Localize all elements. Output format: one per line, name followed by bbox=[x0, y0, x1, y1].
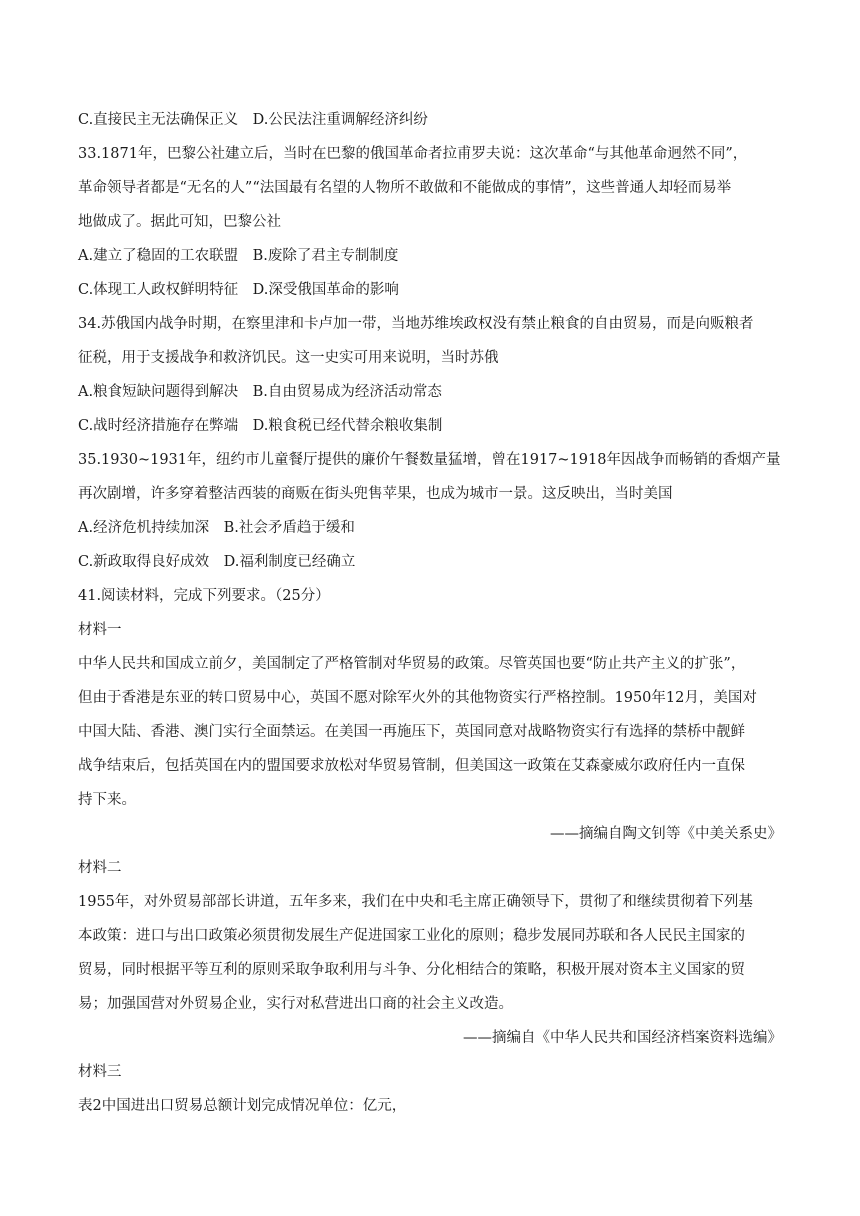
material-2-paragraph-3: 贸易，同时根据平等互利的原则采取争取利用与斗争、分化相结合的策略，积极开展对资本主义国家的贸 bbox=[78, 962, 745, 978]
material-2-heading: 材料二 bbox=[78, 860, 122, 876]
material-1-paragraph-4: 战争结束后，包括英国在内的盟国要求放松对华贸易管制，但美国这一政策在艾森豪威尔政府任内一直保 bbox=[78, 758, 745, 774]
option-line-35-ab: A.经济危机持续加深 B.社会矛盾趋于缓和 bbox=[78, 520, 355, 536]
question-33-stem-1: 33.1871年，巴黎公社建立后，当时在巴黎的俄国革命者拉甫罗夫说：这次革命“与其他革命迥然不同”， bbox=[78, 146, 748, 162]
option-line-33-cd: C.体现工人政权鲜明特征 D.深受俄国革命的影响 bbox=[78, 282, 399, 298]
material-1-heading: 材料一 bbox=[78, 622, 122, 638]
option-line-34-ab: A.粮食短缺问题得到解决 B.自由贸易成为经济活动常态 bbox=[78, 384, 442, 400]
material-1-source: ——摘编自陶文钊等《中美关系史》 bbox=[550, 826, 782, 842]
question-33-stem-2: 革命领导者都是“无名的人”“法国最有名望的人物所不敢做和不能做成的事情”，这些普通人却轻而易举 bbox=[78, 180, 732, 196]
question-35-stem-2: 再次剧增，许多穿着整洁西装的商贩在街头兜售苹果，也成为城市一景。这反映出，当时美国 bbox=[78, 486, 673, 502]
option-line-32-cd: C.直接民主无法确保正义 D.公民法注重调解经济纠纷 bbox=[78, 112, 428, 128]
question-33-stem-3: 地做成了。据此可知，巴黎公社 bbox=[78, 214, 281, 230]
question-41-title: 41.阅读材料，完成下列要求。（25分） bbox=[78, 588, 330, 604]
option-line-33-ab: A.建立了稳固的工农联盟 B.废除了君主专制制度 bbox=[78, 248, 399, 264]
question-35-stem-1: 35.1930~1931年，纽约市儿童餐厅提供的廉价午餐数量猛增，曾在1917~1918年因战争而畅销的香烟产量 bbox=[78, 452, 781, 468]
question-34-stem-2: 征税，用于支援战争和救济饥民。这一史实可用来说明，当时苏俄 bbox=[78, 350, 499, 366]
material-2-paragraph-1: 1955年，对外贸易部部长讲道，五年多来，我们在中央和毛主席正确领导下，贯彻了和继续贯彻着下列基 bbox=[78, 894, 753, 910]
material-2-paragraph-2: 本政策：进口与出口政策必须贯彻发展生产促进国家工业化的原则；稳步发展同苏联和各人民民主国家的 bbox=[78, 928, 745, 944]
material-2-paragraph-4: 易；加强国营对外贸易企业，实行对私营进出口商的社会主义改造。 bbox=[78, 996, 513, 1012]
option-line-35-cd: C.新政取得良好成效 D.福利制度已经确立 bbox=[78, 554, 356, 570]
material-2-source: ——摘编自《中华人民共和国经济档案资料选编》 bbox=[463, 1030, 782, 1046]
question-34-stem-1: 34.苏俄国内战争时期，在察里津和卡卢加一带，当地苏维埃政权没有禁止粮食的自由贸易，而是向贩粮者 bbox=[78, 316, 754, 332]
material-1-paragraph-5: 持下来。 bbox=[78, 792, 136, 808]
material-1-paragraph-2: 但由于香港是东亚的转口贸易中心，英国不愿对除军火外的其他物资实行严格控制。1950年12月，美国对 bbox=[78, 690, 757, 706]
table-2-caption: 表2中国进出口贸易总额计划完成情况单位：亿元， bbox=[78, 1098, 407, 1114]
material-3-heading: 材料三 bbox=[78, 1064, 122, 1080]
option-line-34-cd: C.战时经济措施存在弊端 D.粮食税已经代替余粮收集制 bbox=[78, 418, 443, 434]
material-1-paragraph-3: 中国大陆、香港、澳门实行全面禁运。在美国一再施压下，英国同意对战略物资实行有选择的禁桥中靓鲜 bbox=[78, 724, 745, 740]
material-1-paragraph-1: 中华人民共和国成立前夕，美国制定了严格管制对华贸易的政策。尽管英国也要“防止共产主义的扩张”， bbox=[78, 656, 746, 672]
